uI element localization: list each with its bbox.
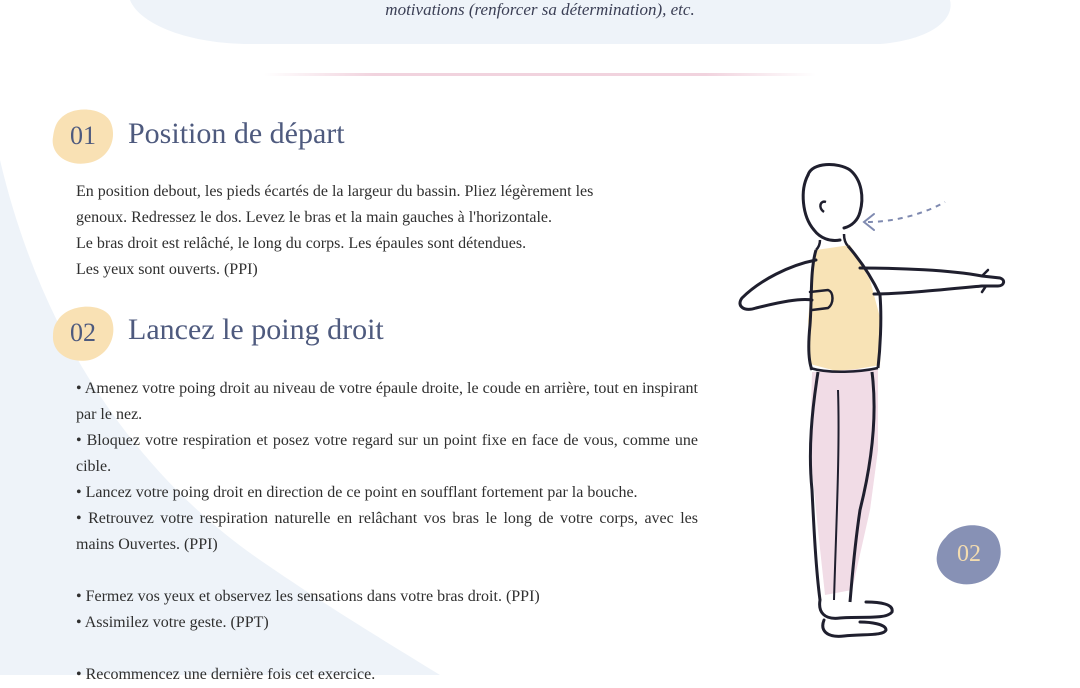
page-number-badge [936, 523, 1002, 585]
step-2-bullet: • Retrouvez votre respiration naturelle en relâchant vos bras le long de votre corps, avec les mains Ouvertes. (PPI) [76, 510, 698, 553]
step-1-line: Le bras droit est relâché, le long du corps. Les épaules sont détendues. [76, 235, 527, 252]
step-1-line: En position debout, les pieds écartés de la largeur du bassin. Pliez légèrement les [76, 183, 594, 200]
step-2-bullet: • Lancez votre poing droit en direction de ce point en soufflant fortement par la bouche. [76, 484, 638, 501]
page-number: 02 [957, 540, 981, 567]
blank-line [76, 558, 698, 584]
step-2-badge [52, 304, 114, 362]
step-1-line: Les yeux sont ouverts. (PPI) [76, 261, 258, 278]
step-2-bullet: • Fermez vos yeux et observez les sensations dans votre bras droit. (PPI) [76, 588, 540, 605]
step-2-description [76, 376, 698, 688]
step-2-bullet: • Amenez votre poing droit au niveau de votre épaule droite, le coude en arrière, tout en inspirant par le nez. [76, 380, 698, 423]
step-2-number: 02 [70, 318, 96, 347]
step-2-title: Lancez le poing droit [128, 313, 384, 346]
step-2-bullet: • Assimilez votre geste. (PPT) [76, 614, 269, 631]
step-2-cut-line: • Recommencez une dernière fois cet exercice. [76, 666, 376, 683]
blank-line [76, 636, 698, 662]
step-1-description [76, 179, 698, 283]
section-divider [264, 73, 816, 76]
step-1-line: genoux. Redressez le dos. Levez le bras et la main gauches à l'horizontale. [76, 209, 553, 226]
banner-text: motivations (renforcer sa détermination), etc. [385, 0, 695, 19]
step-2-bullet: • Bloquez votre respiration et posez votre regard sur un point fixe en face de vous, comme une cible. [76, 432, 698, 475]
step-1-number: 01 [70, 121, 96, 150]
step-1-badge [52, 107, 114, 165]
step-1-title: Position de départ [128, 117, 345, 150]
